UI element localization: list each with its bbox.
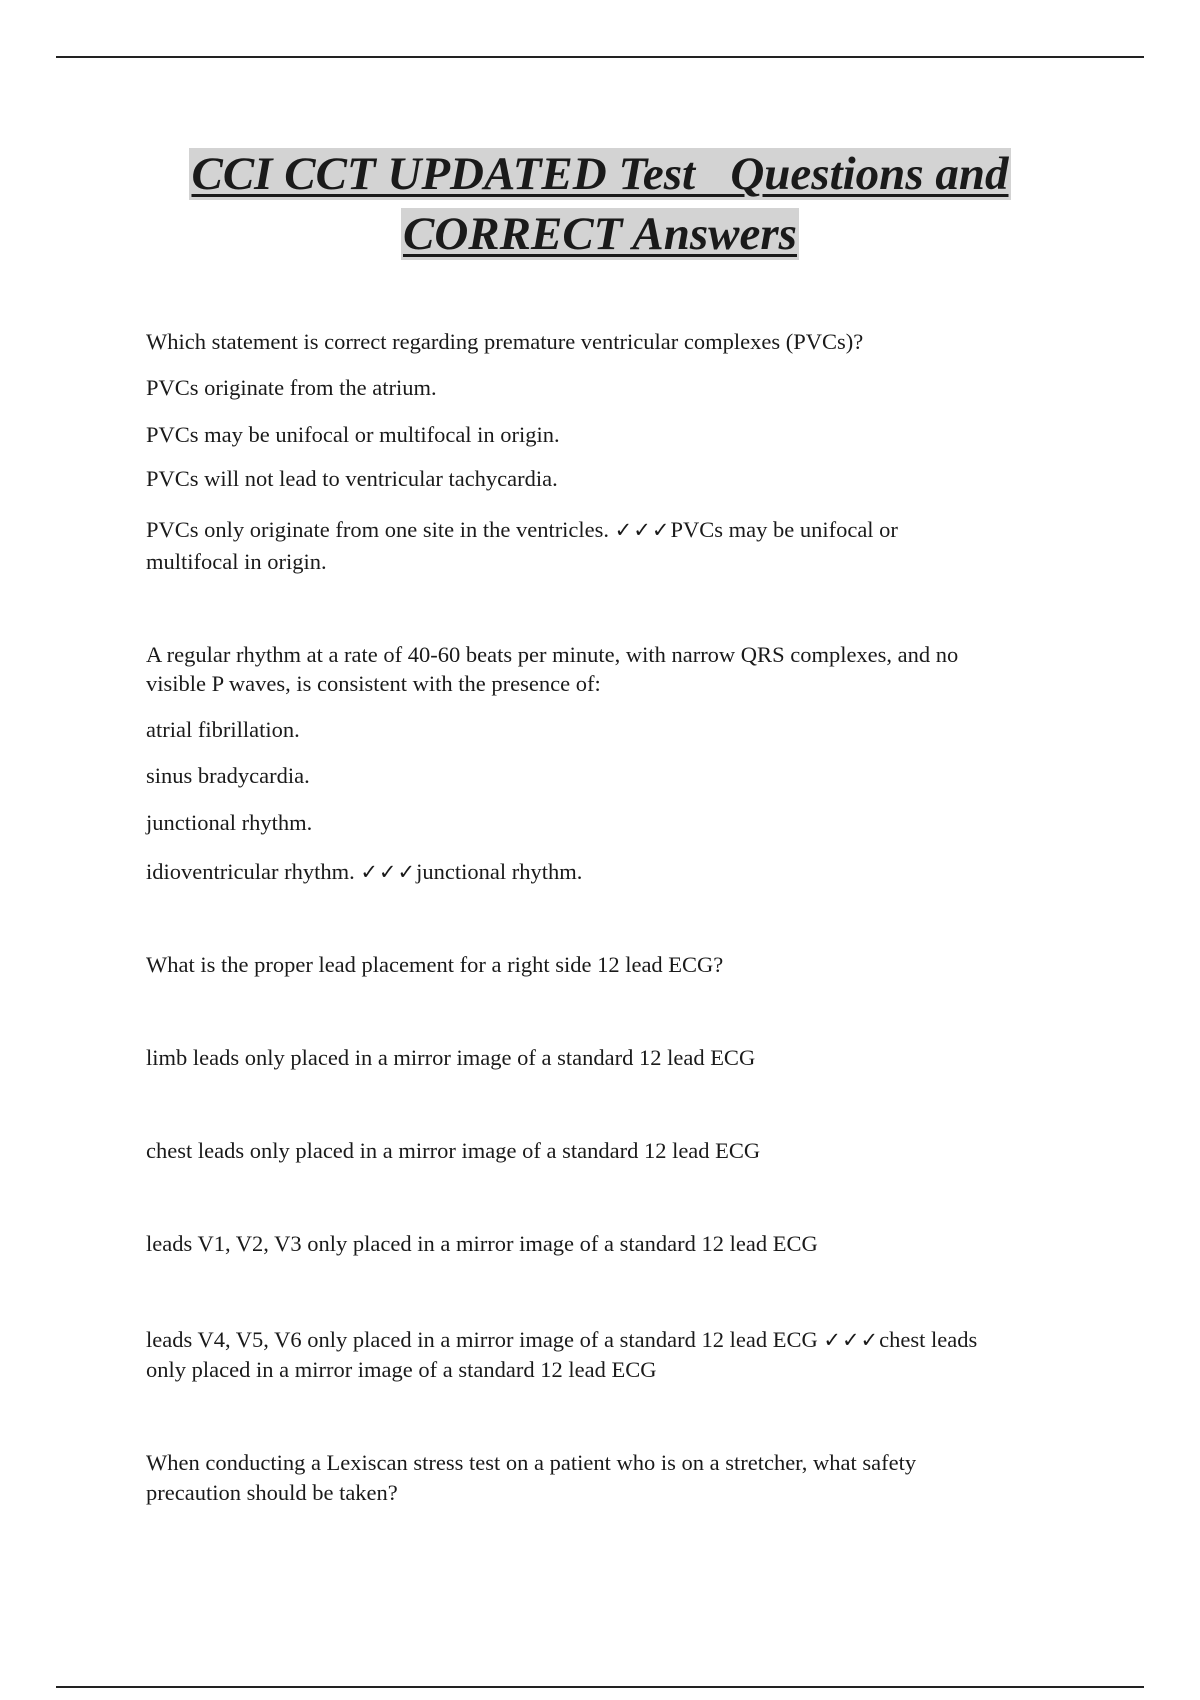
q1-option-b: PVCs may be unifocal or multifocal in origin.: [146, 422, 560, 447]
q3-option-d-with-answer: [146, 1325, 1066, 1355]
q1-option-c: PVCs will not lead to ventricular tachycardia.: [146, 466, 558, 491]
question-2-line-1: A regular rhythm at a rate of 40-60 beats per minute, with narrow QRS complexes, and no: [146, 642, 959, 667]
checkmark-icon: ✓✓✓: [360, 860, 417, 884]
q2-option-b: sinus bradycardia.: [146, 763, 310, 788]
q1-option-d: PVCs only originate from one site in the ventricles.: [146, 517, 610, 542]
q3-answer-cont: only placed in a mirror image of a standard 12 lead ECG: [146, 1357, 657, 1382]
q1-option-d-with-answer: [146, 515, 1066, 545]
checkmark-icon: ✓✓✓: [823, 1328, 880, 1352]
q2-option-d: idioventricular rhythm.: [146, 859, 355, 884]
question-2-line-2: visible P waves, is consistent with the presence of:: [146, 671, 601, 696]
q3-option-b: chest leads only placed in a mirror image of a standard 12 lead ECG: [146, 1138, 761, 1163]
q3-answer: chest leads: [879, 1327, 978, 1352]
title-line-2: CORRECT Answers: [403, 208, 797, 260]
q2-option-d-with-answer: [146, 857, 1066, 887]
question-3: What is the proper lead placement for a right side 12 lead ECG?: [146, 952, 724, 977]
question-4-line-1: When conducting a Lexiscan stress test on a patient who is on a stretcher, what safety: [146, 1450, 917, 1475]
q3-option-c: leads V1, V2, V3 only placed in a mirror image of a standard 12 lead ECG: [146, 1231, 818, 1256]
document-title: [0, 144, 1200, 264]
q3-option-a: limb leads only placed in a mirror image of a standard 12 lead ECG: [146, 1045, 756, 1070]
q3-option-d: leads V4, V5, V6 only placed in a mirror image of a standard 12 lead ECG: [146, 1327, 818, 1352]
q2-option-c: junctional rhythm.: [146, 810, 313, 835]
question-4-line-2: precaution should be taken?: [146, 1480, 398, 1505]
checkmark-icon: ✓✓✓: [614, 518, 671, 542]
q2-option-a: atrial fibrillation.: [146, 717, 300, 742]
header-rule: [56, 56, 1144, 58]
title-line-1: CCI CCT UPDATED Test Questions and: [191, 148, 1009, 200]
q2-answer: junctional rhythm.: [416, 859, 583, 884]
question-1: Which statement is correct regarding premature ventricular complexes (PVCs)?: [146, 329, 864, 354]
q1-answer: PVCs may be unifocal or: [670, 517, 898, 542]
q1-option-a: PVCs originate from the atrium.: [146, 375, 437, 400]
footer-rule: [56, 1686, 1144, 1688]
q1-answer-cont: multifocal in origin.: [146, 549, 327, 574]
